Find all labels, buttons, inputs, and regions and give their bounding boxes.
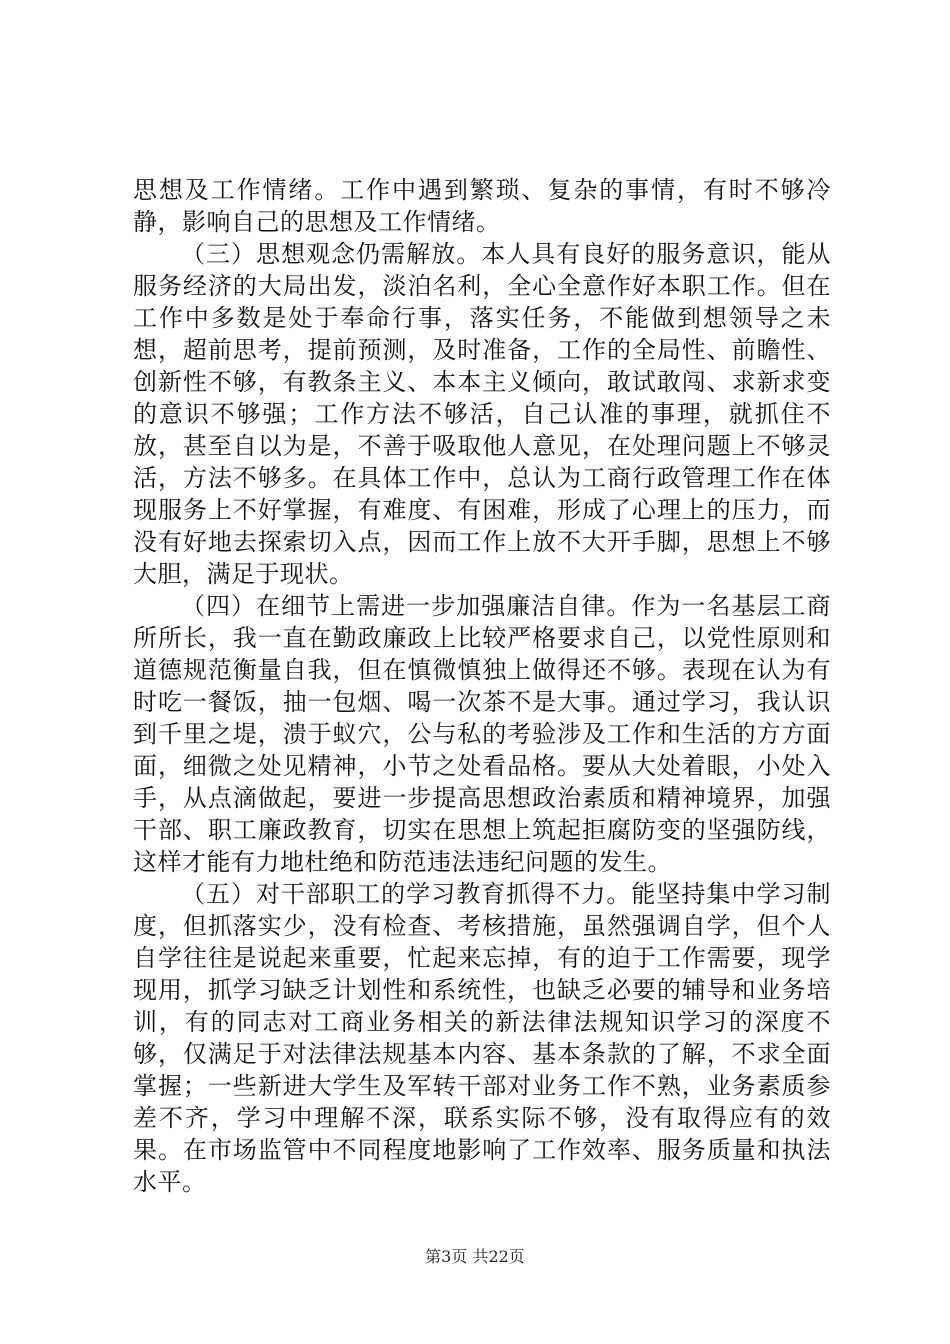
- document-body: [133, 174, 831, 1198]
- paragraph-section-5: （五）对干部职工的学习教育抓得不力。能坚持集中学习制度，但抓落实少，没有检查、考核措施，虽然强调自学，但个人自学往往是说起来重要，忙起来忘掉，有的迫于工作需要，现学现用，抓学习缺乏计划性和系统性，也缺乏必要的辅导和业务培训，有的同志对工商业务相关的新法律法规知识学习的深度不够，仅满足于对法律法规基本内容、基本条款的了解，不求全面掌握；一些新进大学生及军转干部对业务工作不熟，业务素质参差不齐，学习中理解不深，联系实际不够，没有取得应有的效果。在市场监管中不同程度地影响了工作效率、服务质量和执法水平。: [133, 880, 831, 1196]
- paragraph-section-4: （四）在细节上需进一步加强廉洁自律。作为一名基层工商所所长，我一直在勤政廉政上比较严格要求自己，以党性原则和道德规范衡量自我，但在慎微慎独上做得还不够。表现在认为有时吃一餐饭，抽一包烟、喝一次茶不是大事。通过学习，我认识到千里之堤，溃于蚁穴，公与私的考验涉及工作和生活的方方面面，细微之处见精神，小节之处看品格。要从大处着眼，小处入手，从点滴做起，要进一步提高思想政治素质和精神境界，加强干部、职工廉政教育，切实在思想上筑起拒腐防变的坚强防线，这样才能有力地杜绝和防范违法违纪问题的发生。: [133, 592, 831, 876]
- page-number-footer: 第3页 共22页: [425, 1247, 525, 1266]
- paragraph-section-3: （三）思想观念仍需解放。本人具有良好的服务意识，能从服务经济的大局出发，淡泊名利，全心全意作好本职工作。但在工作中多数是处于奉命行事，落实任务，不能做到想领导之未想，超前思考，提前预测，及时准备，工作的全局性、前瞻性、创新性不够，有教条主义、本本主义倾向，敢试敢闯、求新求变的意识不够强；工作方法不够活，自己认准的事理，就抓住不放，甚至自以为是，不善于吸取他人意见，在处理问题上不够灵活，方法不够多。在具体工作中，总认为工商行政管理工作在体现服务上不好掌握，有难度、有困难，形成了心理上的压力，而没有好地去探索切入点，因而工作上放不大开手脚，思想上不够大胆，满足于现状。: [133, 240, 831, 588]
- paragraph-continuation: 思想及工作情绪。工作中遇到繁琐、复杂的事情，有时不够冷静，影响自己的思想及工作情绪。: [133, 176, 831, 236]
